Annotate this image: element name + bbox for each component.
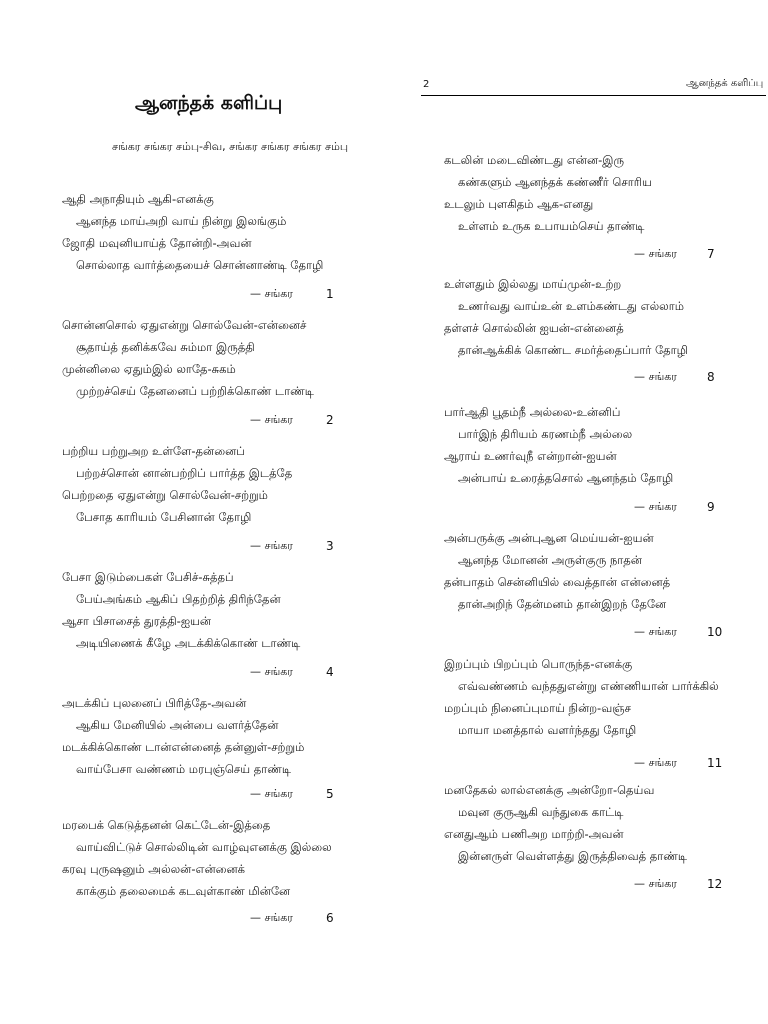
verse-line: தான்அறிந் தேன்மனம் தான்இறந் தேனே	[458, 597, 667, 611]
verse-number: 10	[707, 625, 723, 639]
verse-number: 9	[707, 500, 715, 514]
verse	[62, 814, 332, 902]
verse-number: 6	[326, 911, 334, 925]
refrain-label: — சங்கர	[250, 665, 293, 678]
verse-line: இறப்பும் பிறப்பும் பொருந்த-எனக்கு	[444, 657, 633, 671]
verse	[444, 779, 687, 867]
verse-line: உள்ளம் உருக உபாயம்செய் தாண்டி	[458, 219, 645, 233]
verse	[444, 273, 688, 361]
verse	[62, 188, 323, 276]
verse-line: அன்பருக்கு அன்புஆன மெய்யன்-ஐயன்	[444, 531, 654, 545]
verse	[444, 527, 670, 615]
verse-number: 3	[326, 539, 334, 553]
verse-line: உடலும் புளகிதம் ஆக-எனது	[444, 197, 594, 211]
verse	[62, 692, 304, 780]
verse-line: ஆனந்த மோனன் அருள்குரு நாதன்	[458, 553, 642, 567]
verse-line: முன்னிலை ஏதும்இல் லாதே-சுகம்	[62, 362, 236, 376]
verse-line: ஆனந்த மாய்அறி வாய் நின்று இலங்கும்	[76, 214, 287, 228]
refrain-subtitle: சங்கர சங்கர சம்பு-சிவ, சங்கர சங்கர சங்கர சம்பு	[112, 140, 349, 153]
verse-line: சொன்னசொல் ஏதுஎன்று சொல்வேன்-என்னைச்	[62, 318, 307, 332]
verse-line: தள்ளச் சொல்லின் ஐயன்-என்னைத்	[444, 321, 624, 335]
verse-line: உள்ளதும் இல்லது மாய்முன்-உற்ற	[444, 277, 622, 291]
refrain-label: — சங்கர	[250, 787, 293, 800]
verse-line: தன்பாதம் சென்னியில் வைத்தான் என்னைத்	[444, 575, 671, 589]
verse-line: காக்கும் தலைமைக் கடவுள்காண் மின்னே	[76, 884, 291, 898]
verse-line: பேசா இடும்பைகள் பேசிச்-சுத்தப்	[62, 570, 234, 584]
verse-number: 12	[707, 877, 723, 891]
verse	[62, 314, 314, 402]
verse-line: பார்ஆதி பூதம்நீ அல்லை-உன்னிப்	[444, 405, 621, 419]
verse-line: அடக்கிப் புலனைப் பிரித்தே-அவன்	[62, 696, 247, 710]
verse	[62, 440, 292, 528]
refrain-label: — சங்கர	[250, 413, 293, 426]
verse-line: ஆசா பிசாசைத் துரத்தி-ஐயன்	[62, 614, 212, 628]
page-title: ஆனந்தக் களிப்பு	[135, 92, 283, 114]
verse-number: 4	[326, 665, 334, 679]
verse-line: வாய்விட்டுச் சொல்லிடின் வாழ்வுஎனக்கு இல்லை	[76, 840, 332, 854]
refrain-label: — சங்கர	[634, 247, 677, 260]
verse-line: மனதேகல் லால்எனக்கு அன்றோ-தெய்வ	[444, 783, 655, 797]
refrain-label: — சங்கர	[250, 287, 293, 300]
verse-number: 8	[707, 370, 715, 384]
verse-line: பேய்அங்கம் ஆகிப் பிதற்றித் திரிந்தேன்	[76, 592, 281, 606]
verse-number: 2	[326, 413, 334, 427]
verse-line: இன்னருள் வெள்ளத்து இருத்திவைத் தாண்டி	[458, 849, 688, 863]
verse-line: கடலின் மடைவிண்டது என்ன-இரு	[444, 153, 625, 167]
verse-line: அன்பாய் உரைத்தசொல் ஆனந்தம் தோழி	[458, 471, 674, 485]
refrain-label: — சங்கர	[634, 877, 677, 890]
refrain-label: — சங்கர	[634, 625, 677, 638]
verse-number: 5	[326, 787, 334, 801]
refrain-label: — சங்கர	[250, 911, 293, 924]
verse-line: ஆதி அநாதியும் ஆகி-எனக்கு	[62, 192, 214, 206]
verse-line: வாய்பேசா வண்ணம் மரபுஞ்செய் தாண்டி	[76, 762, 292, 776]
verse-line: ஜோதி மவுனியாய்த் தோன்றி-அவன்	[62, 236, 252, 250]
refrain-label: — சங்கர	[250, 539, 293, 552]
verse	[444, 149, 652, 237]
verse-line: எவ்வண்ணம் வந்ததுஎன்று எண்ணியான் பார்க்கில்	[458, 679, 719, 693]
verse-line: கரவு புருஷனும் அல்லன்-என்னைக்	[62, 862, 245, 876]
verse-number: 11	[707, 756, 723, 770]
verse	[444, 653, 719, 741]
verse-line: தான்ஆக்கிக் கொண்ட சமர்த்தைப்பார் தோழி	[458, 343, 689, 357]
verse-line: சொல்லாத வார்த்தையைச் சொன்னாண்டி தோழி	[76, 258, 324, 272]
verse-line: மவுன குருஆகி வந்துகை காட்டி	[458, 805, 624, 819]
verse	[444, 401, 673, 489]
verse-number: 1	[326, 287, 334, 301]
refrain-label: — சங்கர	[634, 370, 677, 383]
verse-line: பெற்றதை ஏதுஎன்று சொல்வேன்-சற்றும்	[62, 488, 268, 502]
running-title: ஆனந்தக் களிப்பு	[686, 78, 764, 89]
verse-line: மடக்கிக்கொண் டான்என்னைத் தன்னுள்-சற்றும்	[62, 740, 305, 754]
verse-line: பேசாத காரியம் பேசினான் தோழி	[76, 510, 252, 524]
verse-line: ஆராய் உணர்வுநீ என்றான்-ஐயன்	[444, 449, 617, 463]
header-rule	[421, 95, 766, 96]
refrain-label: — சங்கர	[634, 756, 677, 769]
verse-line: அடியிணைக் கீழே அடக்கிக்கொண் டாண்டி	[76, 636, 301, 650]
verse-line: முற்றச்செய் தேனனைப் பற்றிக்கொண் டாண்டி	[76, 384, 314, 398]
verse-line: பற்றச்சொன் னான்பற்றிப் பார்த்த இடத்தே	[76, 466, 293, 480]
verse-number: 7	[707, 247, 715, 261]
page-number: 2	[423, 79, 430, 90]
verse-line: மாயா மனத்தால் வளர்ந்தது தோழி	[458, 723, 637, 737]
verse-line: ஆகிய மேனியில் அன்பை வளர்த்தேன்	[76, 718, 279, 732]
verse-line: மரபைக் கெடுத்தனன் கெட்டேன்-இத்தை	[62, 818, 271, 832]
verse-line: கண்களும் ஆனந்தக் கண்ணீர் சொரிய	[458, 175, 652, 189]
verse-line: மறப்பும் நினைப்புமாய் நின்ற-வஞ்ச	[444, 701, 631, 715]
verse	[62, 566, 300, 654]
verse-line: உணர்வது வாய்உன் உளம்கண்டது எல்லாம்	[458, 299, 684, 313]
verse-line: பற்றிய பற்றுஅற உள்ளே-தன்னைப்	[62, 444, 245, 458]
refrain-label: — சங்கர	[634, 500, 677, 513]
verse-line: பார்இந் திரியம் கரணம்நீ அல்லை	[458, 427, 633, 441]
verse-line: சூதாய்த் தனிக்கவே சும்மா இருத்தி	[76, 340, 255, 354]
verse-line: எனதுஆம் பணிஅற மாற்றி-அவன்	[444, 827, 624, 841]
